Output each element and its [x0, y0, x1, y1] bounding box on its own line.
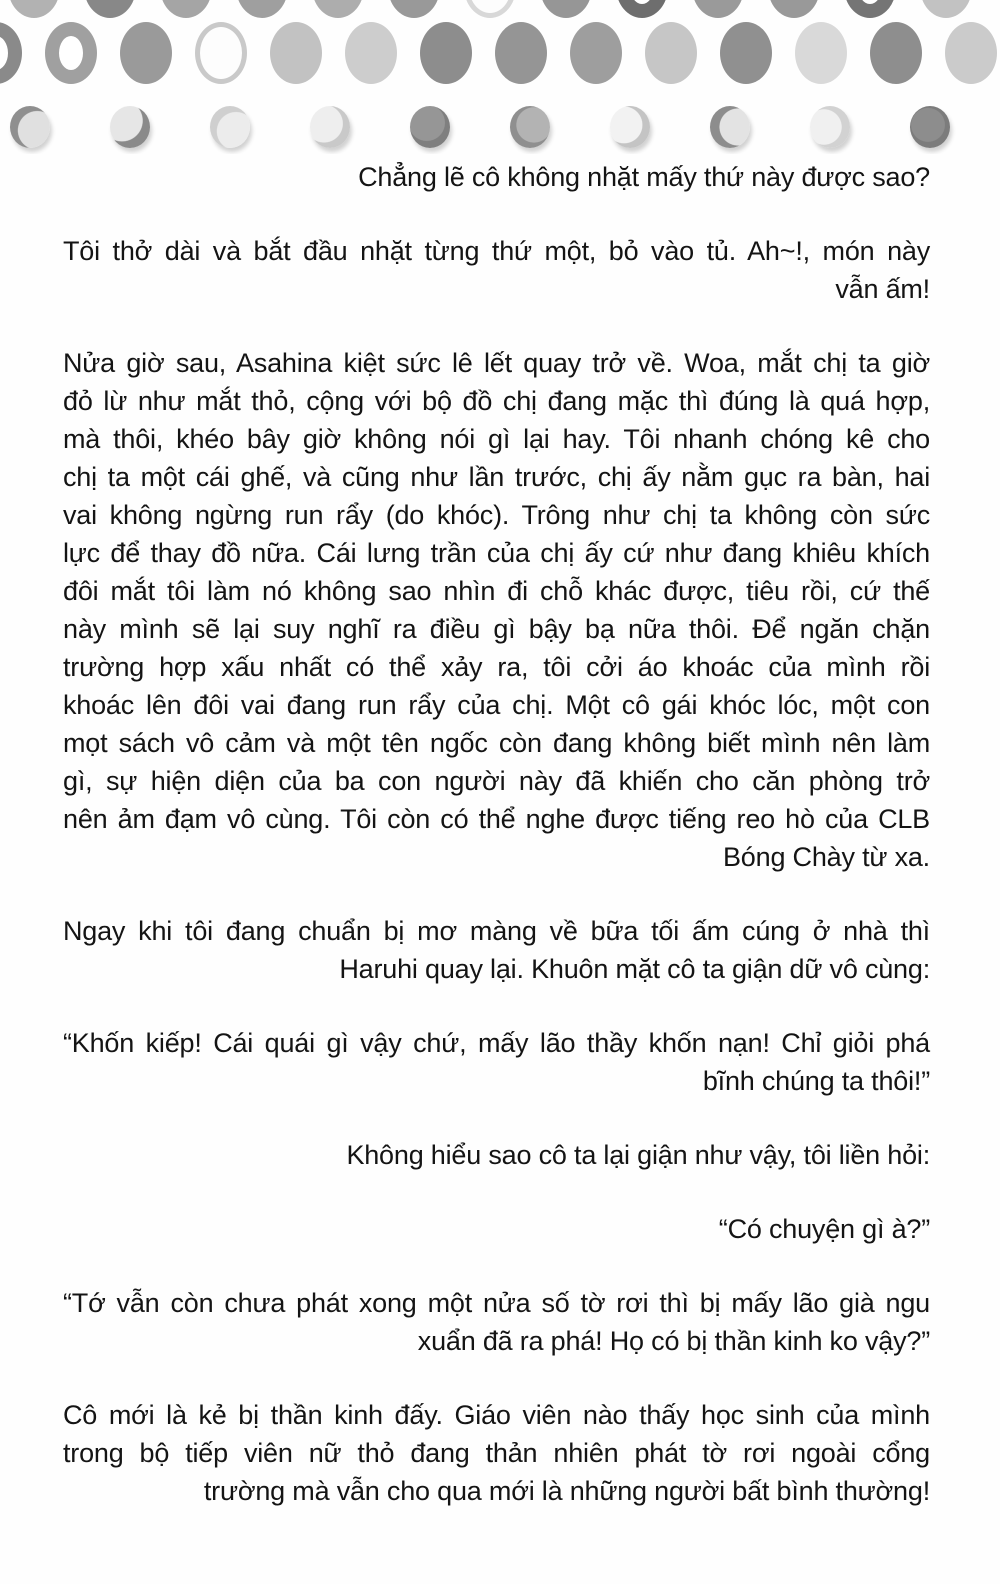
paragraph-7 — [63, 1210, 930, 1248]
deco-dot-sphere-dot-row-6 — [510, 106, 550, 148]
deco-dot-top-clipped-dot-row-13 — [920, 0, 972, 18]
deco-dot-top-clipped-dot-row-7 — [464, 0, 516, 18]
dot-row-spheres — [10, 106, 950, 148]
paragraph-3-line-14: Bóng Chày từ xa. — [723, 842, 930, 872]
deco-dot-middle-dot-row-8 — [495, 22, 547, 84]
paragraph-9 — [63, 1396, 930, 1510]
deco-dot-middle-dot-row-12 — [795, 22, 847, 84]
paragraph-2-line-1: Tôi thở dài và bắt đầu nhặt từng thứ một, bỏ vào tủ. Ah~!, món này — [63, 236, 930, 266]
deco-dot-top-clipped-dot-row-3 — [160, 0, 212, 18]
deco-dot-middle-dot-row-11 — [720, 22, 772, 84]
deco-dot-middle-dot-row-6 — [345, 22, 397, 84]
deco-dot-top-clipped-dot-row-2 — [84, 0, 136, 18]
deco-dot-sphere-dot-row-2 — [110, 106, 150, 148]
paragraph-2-line-2: vẫn ấm! — [835, 274, 930, 304]
paragraph-3-line-4: chị ta một cái ghế, và cũng như lần trước, chị ấy nằm gục ra bàn, hai — [63, 462, 930, 492]
paragraph-1 — [63, 158, 930, 196]
deco-dot-middle-dot-row-4 — [195, 22, 247, 84]
deco-dot-top-clipped-dot-row-12 — [844, 0, 896, 18]
deco-dot-middle-dot-row-5 — [270, 22, 322, 84]
deco-dot-sphere-dot-row-5 — [410, 106, 450, 148]
deco-dot-sphere-dot-row-8 — [710, 106, 750, 148]
deco-dot-middle-dot-row-3 — [120, 22, 172, 84]
deco-dot-top-clipped-dot-row-9 — [616, 0, 668, 18]
dot-row-middle — [0, 22, 997, 84]
deco-dot-top-clipped-dot-row-8 — [540, 0, 592, 18]
paragraph-5-line-2: bĩnh chúng ta thôi!” — [702, 1066, 930, 1096]
deco-dot-middle-dot-row-7 — [420, 22, 472, 84]
paragraph-3-line-12: gì, sự hiện diện của ba con người này đã khiến cho căn phòng trở — [63, 766, 930, 796]
paragraph-2 — [63, 232, 930, 308]
deco-dot-top-clipped-dot-row-4 — [236, 0, 288, 18]
deco-dot-top-clipped-dot-row-6 — [388, 0, 440, 18]
paragraph-1-line-1: Chẳng lẽ cô không nhặt mấy thứ này được sao? — [358, 162, 930, 192]
deco-dot-middle-dot-row-10 — [645, 22, 697, 84]
page-text — [63, 158, 930, 1510]
paragraph-3-line-7: đôi mắt tôi làm nó không sao nhìn đi chỗ khác được, tiêu rồi, cứ thế — [63, 576, 930, 606]
paragraph-8-line-2: xuẩn đã ra phá! Họ có bị thần kinh ko vậy?” — [417, 1326, 930, 1356]
paragraph-3-line-6: lực để thay đồ nữa. Cái lưng trần của chị ấy cứ như đang khiêu khích — [63, 538, 930, 568]
paragraph-3-line-9: trường hợp xấu nhất có thể xảy ra, tôi cởi áo khoác của mình rồi — [63, 652, 930, 682]
paragraph-3-line-11: mọt sách vô cảm và một tên ngốc còn đang không biết mình nên làm — [63, 728, 930, 758]
deco-dot-sphere-dot-row-4 — [310, 106, 350, 148]
paragraph-3-line-2: đỏ lừ như mắt thỏ, cộng với bộ đồ chị đang mặc thì đúng là quá hợp, — [63, 386, 930, 416]
dot-row-top — [8, 0, 972, 18]
deco-dot-sphere-dot-row-1 — [10, 106, 50, 148]
paragraph-9-line-1: Cô mới là kẻ bị thần kinh đấy. Giáo viên nào thấy học sinh của mình — [63, 1400, 930, 1430]
paragraph-5 — [63, 1024, 930, 1100]
paragraph-3-line-13: nên ảm đạm vô cùng. Tôi còn có thể nghe được tiếng reo hò của CLB — [63, 804, 930, 834]
deco-dot-sphere-dot-row-3 — [210, 106, 250, 148]
paragraph-8-line-1: “Tớ vẫn còn chưa phát xong một nửa số tờ rơi thì bị mấy lão già ngu — [63, 1288, 930, 1318]
paragraph-3-line-3: mà thôi, khéo bây giờ không nói gì lại hay. Tôi nhanh chóng kê cho — [63, 424, 930, 454]
deco-dot-middle-dot-row-14 — [945, 22, 997, 84]
paragraph-6-line-1: Không hiểu sao cô ta lại giận như vậy, tôi liền hỏi: — [346, 1140, 930, 1170]
paragraph-3-line-10: khoác lên đôi vai đang run rẩy của chị. Một cô gái khóc lóc, một con — [63, 690, 930, 720]
paragraph-9-line-3: trường mà vẫn cho qua mới là những người bất bình thường! — [203, 1476, 930, 1506]
paragraph-3-line-8: này mình sẽ lại suy nghĩ ra điều gì bậy bạ nữa thôi. Để ngăn chặn — [63, 614, 930, 644]
paragraph-6 — [63, 1136, 930, 1174]
paragraph-8 — [63, 1284, 930, 1360]
deco-dot-sphere-dot-row-10 — [910, 106, 950, 148]
paragraph-3-line-1: Nửa giờ sau, Asahina kiệt sức lê lết quay trở về. Woa, mắt chị ta giờ — [63, 348, 930, 378]
paragraph-9-line-2: trong bộ tiếp viên nữ thỏ đang thản nhiên phát tờ rơi ngoài cổng — [63, 1438, 930, 1468]
decorative-dots-header — [0, 0, 1000, 154]
paragraph-3 — [63, 344, 930, 876]
deco-dot-top-clipped-dot-row-10 — [692, 0, 744, 18]
paragraph-4-line-2: Haruhi quay lại. Khuôn mặt cô ta giận dữ vô cùng: — [339, 954, 930, 984]
paragraph-3-line-5: vai không ngừng run rẩy (do khóc). Trông như chị ta không còn sức — [63, 500, 930, 530]
deco-dot-middle-dot-row-1 — [0, 22, 22, 84]
deco-dot-middle-dot-row-2 — [45, 22, 97, 84]
deco-dot-sphere-dot-row-7 — [610, 106, 650, 148]
deco-dot-middle-dot-row-9 — [570, 22, 622, 84]
paragraph-5-line-1: “Khốn kiếp! Cái quái gì vậy chứ, mấy lão thầy khốn nạn! Chỉ giỏi phá — [63, 1028, 930, 1058]
deco-dot-top-clipped-dot-row-11 — [768, 0, 820, 18]
deco-dot-middle-dot-row-13 — [870, 22, 922, 84]
deco-dot-top-clipped-dot-row-5 — [312, 0, 364, 18]
paragraph-4 — [63, 912, 930, 988]
deco-dot-sphere-dot-row-9 — [810, 106, 850, 148]
deco-dot-top-clipped-dot-row-1 — [8, 0, 60, 18]
paragraph-7-line-1: “Có chuyện gì à?” — [718, 1214, 930, 1244]
paragraph-4-line-1: Ngay khi tôi đang chuẩn bị mơ màng về bữa tối ấm cúng ở nhà thì — [63, 916, 930, 946]
